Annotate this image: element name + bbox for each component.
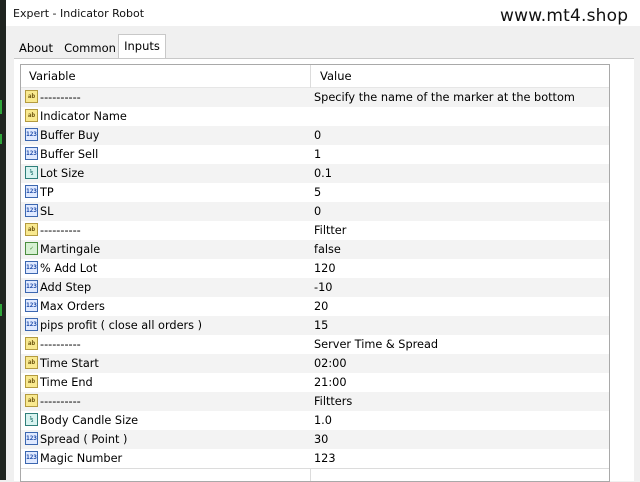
tab-about[interactable]: About bbox=[18, 41, 53, 55]
variable-name: Time Start bbox=[40, 357, 99, 370]
variable-name: Time End bbox=[40, 376, 93, 389]
table-row[interactable] bbox=[21, 335, 609, 355]
variable-value[interactable]: 1.0 bbox=[314, 414, 332, 427]
variable-name: ---------- bbox=[40, 338, 81, 351]
value-column-header: Value bbox=[320, 69, 352, 83]
variable-name: SL bbox=[40, 205, 54, 218]
table-row[interactable] bbox=[21, 411, 609, 431]
variable-value[interactable]: 20 bbox=[314, 300, 329, 313]
variable-name: Martingale bbox=[40, 243, 101, 256]
boolean-icon: ✓ bbox=[25, 242, 38, 255]
chart-candle-marker bbox=[0, 134, 2, 144]
expert-properties-window bbox=[6, 0, 640, 480]
variable-name: Magic Number bbox=[40, 452, 123, 465]
watermark-text: www.mt4.shop bbox=[500, 6, 629, 26]
double-icon: ½ bbox=[25, 413, 38, 426]
integer-icon: 123 bbox=[25, 451, 38, 464]
integer-icon: 123 bbox=[25, 204, 38, 217]
table-row[interactable] bbox=[21, 354, 609, 374]
integer-icon: 123 bbox=[25, 318, 38, 331]
variable-value[interactable]: 30 bbox=[314, 433, 329, 446]
variable-name: Add Step bbox=[40, 281, 92, 294]
variable-value[interactable]: 21:00 bbox=[314, 376, 347, 389]
table-row[interactable] bbox=[21, 202, 609, 222]
variable-value[interactable]: Server Time & Spread bbox=[314, 338, 439, 351]
variable-value[interactable]: 123 bbox=[314, 452, 336, 465]
string-icon: ab bbox=[25, 223, 38, 236]
variable-name: Spread ( Point ) bbox=[40, 433, 128, 446]
variable-name: ---------- bbox=[40, 395, 81, 408]
integer-icon: 123 bbox=[25, 147, 38, 160]
variable-name: ---------- bbox=[40, 91, 81, 104]
table-row[interactable] bbox=[21, 316, 609, 336]
variable-name: TP bbox=[40, 186, 54, 199]
integer-icon: 123 bbox=[25, 185, 38, 198]
table-row[interactable] bbox=[21, 392, 609, 412]
inputs-table bbox=[20, 64, 610, 482]
integer-icon: 123 bbox=[25, 128, 38, 141]
string-icon: ab bbox=[25, 356, 38, 369]
string-icon: ab bbox=[25, 109, 38, 122]
variable-name: % Add Lot bbox=[40, 262, 98, 275]
variable-value[interactable]: Filtter bbox=[314, 224, 347, 237]
variable-value[interactable]: Filtters bbox=[314, 395, 353, 408]
variable-name: Buffer Buy bbox=[40, 129, 100, 142]
integer-icon: 123 bbox=[25, 299, 38, 312]
string-icon: ab bbox=[25, 90, 38, 103]
table-header bbox=[21, 65, 609, 88]
integer-icon: 123 bbox=[25, 432, 38, 445]
variable-value[interactable]: -10 bbox=[314, 281, 333, 294]
table-row[interactable] bbox=[21, 88, 609, 108]
variable-name: ---------- bbox=[40, 224, 81, 237]
table-row[interactable] bbox=[21, 449, 609, 469]
variable-name: Body Candle Size bbox=[40, 414, 139, 427]
tab-common[interactable]: Common bbox=[64, 41, 116, 55]
table-row[interactable] bbox=[21, 126, 609, 146]
variable-value[interactable]: 1 bbox=[314, 148, 322, 161]
string-icon: ab bbox=[25, 375, 38, 388]
variable-value[interactable]: 02:00 bbox=[314, 357, 347, 370]
table-row[interactable] bbox=[21, 259, 609, 279]
variable-value[interactable]: false bbox=[314, 243, 341, 256]
variable-name: Lot Size bbox=[40, 167, 85, 180]
integer-icon: 123 bbox=[25, 261, 38, 274]
table-row[interactable] bbox=[21, 278, 609, 298]
table-row[interactable] bbox=[21, 164, 609, 184]
variable-column-header: Variable bbox=[29, 69, 76, 83]
table-row[interactable] bbox=[21, 240, 609, 260]
variable-name: pips profit ( close all orders ) bbox=[40, 319, 203, 332]
variable-name: Buffer Sell bbox=[40, 148, 99, 161]
variable-value[interactable]: 0 bbox=[314, 205, 322, 218]
variable-value[interactable]: 5 bbox=[314, 186, 322, 199]
table-row[interactable] bbox=[21, 373, 609, 393]
table-row[interactable] bbox=[21, 107, 609, 127]
tab-inputs[interactable]: Inputs bbox=[118, 34, 166, 60]
variable-value[interactable]: Specify the name of the marker at the bottom bbox=[314, 91, 575, 104]
table-row[interactable] bbox=[21, 183, 609, 203]
string-icon: ab bbox=[25, 394, 38, 407]
chart-candle-marker bbox=[0, 100, 2, 114]
variable-name: Max Orders bbox=[40, 300, 105, 313]
window-title: Expert - Indicator Robot bbox=[13, 7, 145, 20]
variable-value[interactable]: 120 bbox=[314, 262, 336, 275]
variable-value[interactable]: 0 bbox=[314, 129, 322, 142]
chart-candle-marker bbox=[0, 304, 2, 316]
table-row[interactable] bbox=[21, 297, 609, 317]
table-row[interactable] bbox=[21, 430, 609, 450]
variable-name: Indicator Name bbox=[40, 110, 127, 123]
string-icon: ab bbox=[25, 337, 38, 350]
table-row[interactable] bbox=[21, 221, 609, 241]
integer-icon: 123 bbox=[25, 280, 38, 293]
table-row[interactable] bbox=[21, 145, 609, 165]
double-icon: ½ bbox=[25, 166, 38, 179]
variable-value[interactable]: 0.1 bbox=[314, 167, 332, 180]
variable-value[interactable]: 15 bbox=[314, 319, 329, 332]
title-bar bbox=[6, 0, 640, 26]
